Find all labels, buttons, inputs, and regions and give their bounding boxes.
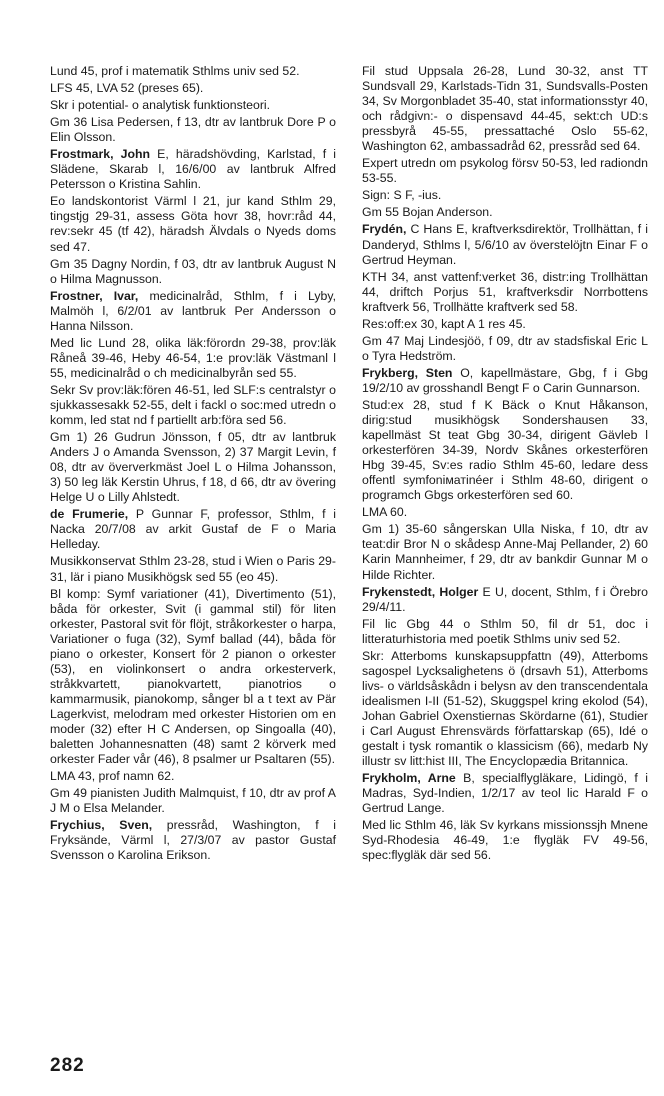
entry-text: pressråd, Washington, f i Fryksände, Värml l, 27/3/07 av pastor Gustaf Svensson o Karolina Erikson. [50,818,336,863]
entry-text: Gm 1) 35-60 sångerskan Ulla Niska, f 10, dtr av teat:dir Bror N o skådesp Anne-Maj Pellander, 2) 60 Karin Mannheimer, f 29, dtr av bankdir Gunnar M o Hilde Richter. [362,522,648,582]
entry-name: Frykholm, Arne [362,771,456,786]
entry-paragraph [50,554,336,584]
entry-name: Frostner, Ivar, [50,288,139,303]
entry-paragraph [50,587,336,768]
entry-name: de Frumerie, [50,507,129,522]
entry-paragraph [50,115,336,145]
right-column [362,64,648,865]
entry-name: Frydén, [362,222,407,237]
biography-entry [362,366,648,396]
entry-paragraph [362,818,648,863]
entry-text: Sign: S F, -ius. [362,188,442,203]
biography-entry [50,507,336,552]
entry-text: Skr i potential- o analytisk funktionsteori. [50,98,271,113]
entry-text: Expert utredn om psykolog försv 50-53, led radiondn 53-55. [362,156,648,186]
entry-text: Med lic Sthlm 46, läk Sv kyrkans missionssjh Mnene Syd-Rhodesia 46-49, 1:e flygläk FV 49-56, spec:flygläk där sed 56. [362,818,648,863]
entry-text: B, specialflygläkare, Lidingö, f i Madras, Syd-Indien, 1/2/17 av teol lic Harald F o Gertrud Lange. [362,771,648,816]
entry-paragraph [362,649,648,769]
entry-name: Frykenstedt, Holger [362,584,479,599]
entry-text: Gm 35 Dagny Nordin, f 03, dtr av lantbruk August N o Hilma Magnusson. [50,256,336,286]
entry-text: E U, docent, Sthlm, f i Örebro 29/4/11. [362,584,648,614]
entry-text: LFS 45, LVA 52 (preses 65). [50,81,204,96]
entry-text: Musikkonservat Sthlm 23-28, stud i Wien o Paris 29-31, lär i piano Musikhögsk sed 55 (eo 45). [50,554,336,584]
entry-name: Frostmark, John [50,147,151,162]
entry-paragraph [362,64,648,154]
entry-paragraph [362,522,648,582]
entry-paragraph [362,188,648,203]
entry-paragraph [50,194,336,254]
entry-paragraph [50,769,336,784]
entry-text: Fil lic Gbg 44 o Sthlm 50, fil dr 51, doc i litteraturhistoria med poetik Sthlms univ sed 52. [362,616,648,646]
entry-text: medicinalråd, Sthlm, f i Lyby, Malmöh l, 6/2/01 av lantbruk Per Andersson o Hanna Nilsson. [50,288,336,333]
entry-text: Stud:ex 28, stud f K Bäck o Knut Håkanson, dirig:stud musikhögsk Sondershausen 33, kapellmäst St teat Gbg 30-34, dirigent Gävleb l orkesterfören 34-39, Nordv Skånes orkesterfören Hbg 39-45, Sv:es radio Sthlm 45-60, ledare dess offentl symfoniматinéer i Sthlm 48-60, dirigent o programch Gbgs orkesterfören sed 60. [362,397,648,503]
entry-text: Gm 49 pianisten Judith Malmquist, f 10, dtr av prof A J M o Elsa Melander. [50,786,336,816]
biography-entry [362,585,648,615]
entry-text: Gm 55 Bojan Anderson. [362,205,493,220]
entry-paragraph [362,398,648,503]
entry-text: C Hans E, kraftverksdirektör, Trollhättan, f i Danderyd, Sthlms l, 5/6/10 av överstelöjtn Einar F o Gertrud Heyman. [362,222,648,267]
entry-paragraph [362,317,648,332]
entry-text: P Gunnar F, professor, Sthlm, f i Nacka 20/7/08 av arkit Gustaf de F o Maria Helleday. [50,507,336,552]
entry-text: LMA 43, prof namn 62. [50,769,175,784]
entry-text: Lund 45, prof i matematik Sthlms univ sed 52. [50,64,300,78]
entry-text: Eo landskontorist Värml l 21, jur kand Sthlm 29, tingstjg 29-31, assess Göta hovr 38, hovr:råd 44, rev:sekr 45 (tf 42), häradsh Älvdals o Nyeds doms sed 47. [50,194,336,254]
biography-entry [362,771,648,816]
entry-paragraph [362,505,648,520]
page-number: 282 [50,1055,85,1076]
entry-text: Gm 36 Lisa Pedersen, f 13, dtr av lantbruk Dore P o Elin Olsson. [50,115,336,145]
entry-name: Frykberg, Sten [362,365,453,380]
entry-text: E, häradshövding, Karlstad, f i Slädene, Skarab l, 16/6/00 av lantbruk Alfred Petersson o Kristina Sahlin. [50,147,336,192]
biography-entry [50,818,336,863]
entry-text: Med lic Lund 28, olika läk:förordn 29-38, prov:läk Råneå 39-46, Heby 46-54, 1:e prov:läk Västmanl l 55, medicinalråd o ch medicinalbyrån sed 55. [50,335,336,380]
biography-entry [50,147,336,192]
entry-paragraph [50,64,336,79]
entry-paragraph [362,334,648,364]
entry-text: Fil stud Uppsala 26-28, Lund 30-32, anst TT Sundsvall 29, Karlstads-Tidn 31, Sundsvalls-Posten 34, Sv Morgonbladet 35-40, stat informationsstyr 40, och rådgivn:- o dispensavd 44-45, sekt:ch UD:s pressbyrå 45-55, pressattaché Oslo 55-62, Washington 62, ambassadråd 62, pressråd sed 64. [362,64,648,154]
entry-text: Sekr Sv prov:läk:fören 46-51, led SLF:s centralstyr o sjukkassesakk 52-55, delt i fackl o soc:med utredn o komm, led stat nd f partiellt arb:föra sed 56. [50,382,336,428]
entry-text: LMA 60. [362,505,408,520]
entry-text: KTH 34, anst vattenf:verket 36, distr:ing Trollhättan 44, driftch Porjus 51, kraftverksdir Norrbottens kraftverk 56, Trollhätte kraftverk sed 58. [362,269,648,314]
entry-paragraph [50,98,336,113]
entry-text: Res:off:ex 30, kapt A 1 res 45. [362,316,526,331]
biography-entry [50,289,336,334]
entry-paragraph [50,786,336,816]
entry-text: Gm 1) 26 Gudrun Jönsson, f 05, dtr av lantbruk Anders J o Amanda Svensson, 2) 37 Margit Levin, f 08, dtr av öververkmäst Joel L o Hilma Johansson, 3) 50 leg läk Kerstin Uhrus, f 18, d 66, dtr av övering Helge U o Lilly Ahlstedt. [50,430,336,505]
entry-paragraph [50,383,336,428]
entry-paragraph [50,336,336,381]
biography-entry [362,222,648,267]
entry-paragraph [362,617,648,647]
entry-paragraph [362,270,648,315]
entry-paragraph [50,430,336,505]
entry-paragraph [50,81,336,96]
entry-text: Skr: Atterboms kunskapsuppfattn (49), Atterboms sagospel Lycksalighetens ö (drsavh 51), Atterboms livs- o världsåskådn i belysn av den transcendentala idealismen I-II (51-52), Skuggspel kring ekolod (54), Johan Gabriel Oxenstiernas Skördarne (61), Studier i Carl August Ehrensvärds författarskap (65), Idé o gestalt i tysk romantik o klassicism (66), medarb Ny illustr sv litt:hist III, The Encyclopædia Britannica. [362,648,648,769]
entry-text: O, kapellmästare, Gbg, f i Gbg 19/2/10 av grosshandl Bengt F o Carin Gunnarson. [362,365,648,395]
entry-text: Bl komp: Symf variationer (41), Divertimento (51), båda för orkester, Svit (i gammal stil) för liten orkester, Pastoral svit för flöjt, stråkorkester o harpa, Variationer o fuga (32), Symf ballad (44), båda för piano o orkester, Konsert för 2 pianon o orkester (53), en violinkonsert o andra orkesterverk, stråkkvartett, pianokvartett, pianotrios o kammarmusik, pianokomp, sånger bl a t text av Pär Lagerkvist, melodram med orkester Historien om en moder (32) efter H C Andersen, op Singoalla (40), baletten Johannesnatten (48) samt 2 körverk med orkester Fader vår (46), 8 psalmer ur Psaltaren (55). [50,586,336,767]
left-column [50,64,336,865]
entry-paragraph [362,205,648,220]
entry-paragraph [50,257,336,287]
entry-name: Frychius, Sven, [50,818,153,833]
entry-paragraph [362,156,648,186]
entry-text: Gm 47 Maj Lindesjöö, f 09, dtr av stadsfiskal Eric L o Tyra Hedström. [362,333,648,363]
